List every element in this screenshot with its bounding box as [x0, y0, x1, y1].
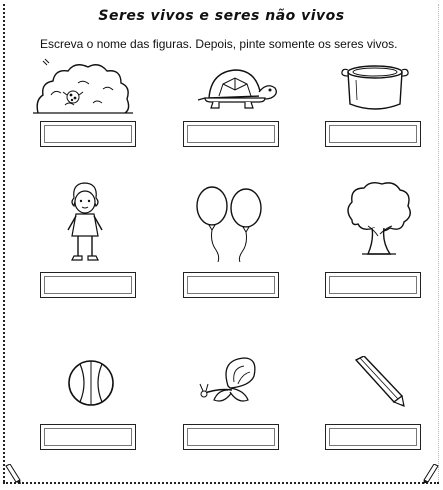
answer-box-bush[interactable]: [40, 121, 136, 147]
ball-icon: [66, 358, 116, 408]
bush-icon: [33, 55, 133, 115]
pencil-corner-icon: [4, 464, 22, 484]
pencil-icon: [350, 356, 406, 408]
answer-box-girl[interactable]: [40, 272, 136, 298]
page-border-right: [438, 4, 439, 482]
answer-box-balloons[interactable]: [183, 272, 279, 298]
answer-box-turtle[interactable]: [183, 121, 279, 147]
girl-icon: [62, 180, 108, 266]
tree-icon: [344, 180, 412, 260]
page-border-left: [3, 4, 5, 482]
worksheet-title: Seres vivos e seres não vivos: [98, 8, 345, 24]
turtle-icon: [195, 62, 279, 112]
pencil-corner-right-icon: [422, 464, 440, 484]
answer-box-tree[interactable]: [325, 272, 421, 298]
answer-box-pencil[interactable]: [325, 424, 421, 450]
butterfly-icon: [198, 356, 260, 408]
answer-box-pot[interactable]: [325, 121, 421, 147]
answer-box-ball[interactable]: [40, 424, 136, 450]
worksheet-instruction: Escreva o nome das figuras. Depois, pinte somente os seres vivos.: [40, 37, 398, 51]
pot-icon: [340, 62, 410, 114]
answer-box-butterfly[interactable]: [183, 424, 279, 450]
balloons-icon: [192, 186, 266, 262]
page-border-bottom: [3, 482, 439, 484]
